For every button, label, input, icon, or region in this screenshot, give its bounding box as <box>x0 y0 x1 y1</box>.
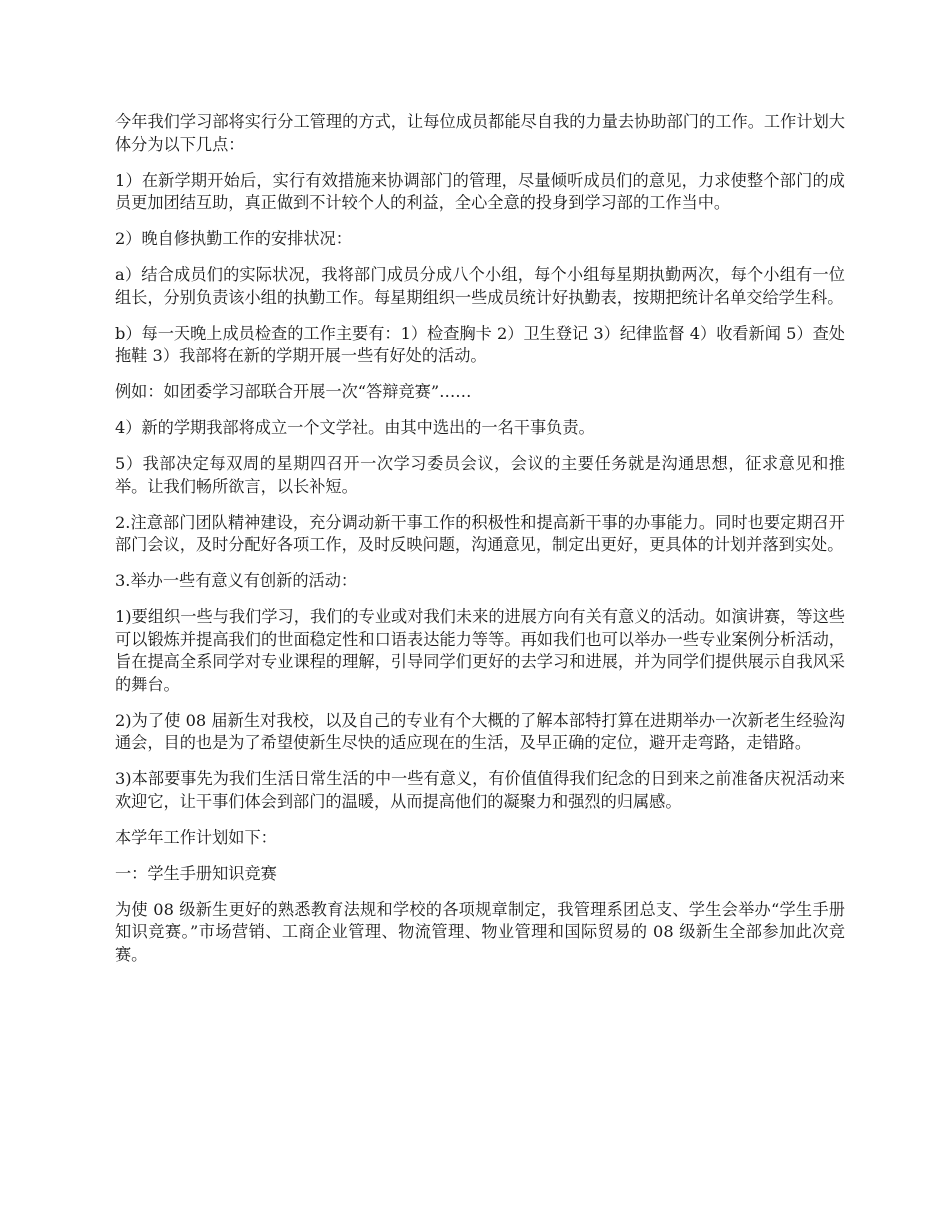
paragraph-item-b: b）每一天晚上成员检查的工作主要有：1）检查胸卡 2）卫生登记 3）纪律监督 4）收看新闻 5）查处拖鞋 3）我部将在新的学期开展一些有好处的活动。 <box>115 323 845 365</box>
paragraph-activity-1: 1)要组织一些与我们学习，我们的专业或对我们未来的进展方向有关有意义的活动。如演讲赛，等这些可以锻炼并提高我们的世面稳定性和口语表达能力等等。再如我们也可以举办一些专业案例分析活动，旨在提高全系同学对专业课程的理解，引导同学们更好的去学习和进展，并为同学们提供展示自我风采的舞台。 <box>115 607 845 694</box>
paragraph-section-2: 2.注意部门团队精神建设，充分调动新干事工作的积极性和提高新干事的办事能力。同时也要定期召开部门会议，及时分配好各项工作，及时反映问题，沟通意见，制定出更好，更具体的计划并落到实处。 <box>115 512 845 554</box>
paragraph-example: 例如：如团委学习部联合开展一次“答辩竞赛”…… <box>115 382 472 401</box>
paragraph-activity-2: 2)为了使 08 届新生对我校，以及自己的专业有个大概的了解本部特打算在进期举办一次新老生经验沟通会，目的也是为了希望使新生尽快的适应现在的生活，及早正确的定位，避开走弯路，走错路。 <box>115 710 845 752</box>
paragraph-item-4: 4）新的学期我部将成立一个文学社。由其中选出的一名干事负责。 <box>115 418 595 437</box>
paragraph-item-a: a）结合成员们的实际状况，我将部门成员分成八个小组，每个小组每星期执勤两次，每个小组有一位组长，分别负责该小组的执勤工作。每星期组织一些成员统计好执勤表，按期把统计名单交给学生科。 <box>115 265 845 307</box>
paragraph-item-5: 5）我部决定每双周的星期四召开一次学习委员会议，会议的主要任务就是沟通思想，征求意见和推举。让我们畅所欲言，以长补短。 <box>115 454 845 496</box>
paragraph-intro: 今年我们学习部将实行分工管理的方式，让每位成员都能尽自我的力量去协助部门的工作。工作计划大体分为以下几点： <box>115 112 845 154</box>
paragraph-item-1: 1）在新学期开始后，实行有效措施来协调部门的管理，尽量倾听成员们的意见，力求使整个部门的成员更加团结互助，真正做到不计较个人的利益，全心全意的投身到学习部的工作当中。 <box>115 170 845 212</box>
paragraph-plan-item-1: 一：学生手册知识竞赛 <box>115 863 277 883</box>
paragraph-plan-detail: 为使 08 级新生更好的熟悉教育法规和学校的各项规章制定，我管理系团总支、学生会举办“学生手册知识竞赛。”市场营销、工商企业管理、物流管理、物业管理和国际贸易的 08 级新生全部参加此次竞赛。 <box>115 899 845 964</box>
document-page <box>115 111 845 980</box>
paragraph-section-3: 3.举办一些有意义有创新的活动： <box>115 571 358 590</box>
paragraph-activity-3: 3)本部要事先为我们生活日常生活的中一些有意义，有价值值得我们纪念的日到来之前准备庆祝活动来欢迎它，让干事们体会到部门的温暖，从而提高他们的凝聚力和强烈的归属感。 <box>115 769 845 811</box>
paragraph-plan-heading: 本学年工作计划如下： <box>115 827 277 847</box>
paragraph-item-2: 2）晚自修执勤工作的安排状况： <box>115 229 352 248</box>
